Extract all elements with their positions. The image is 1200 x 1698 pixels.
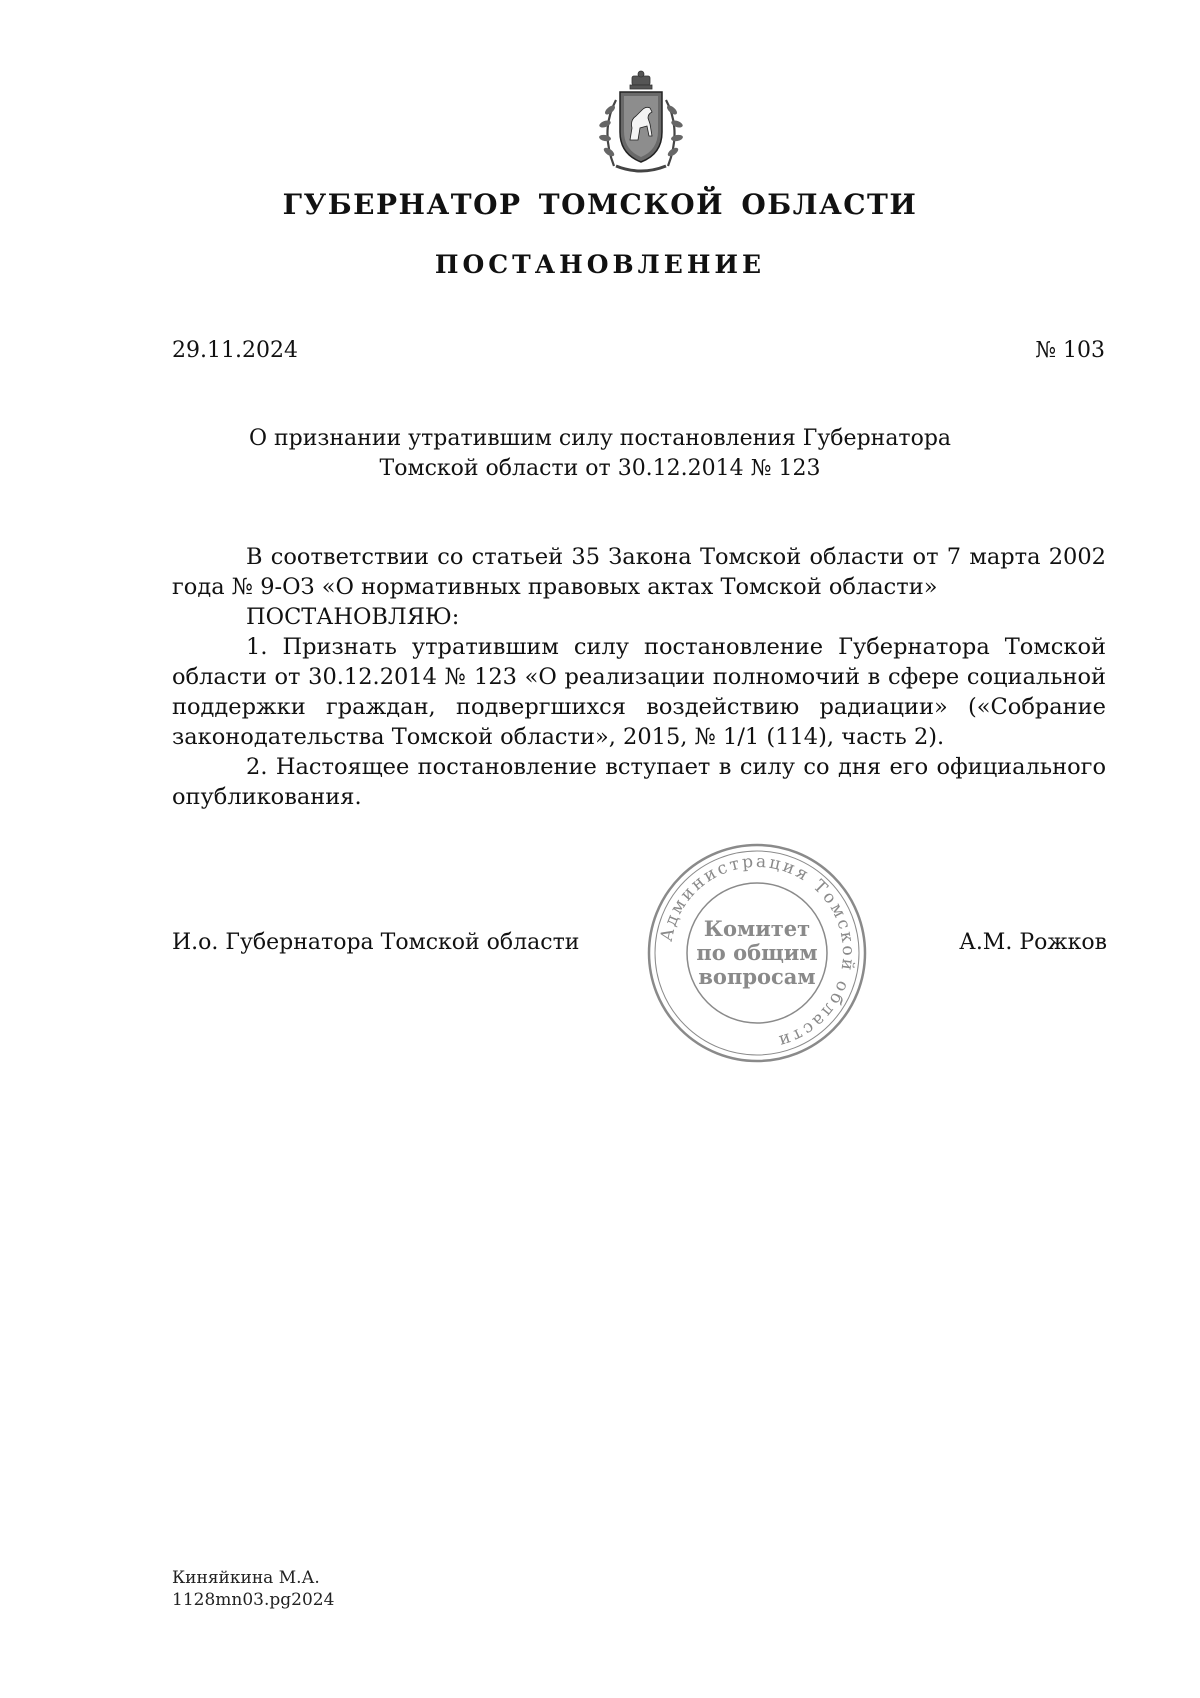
stamp-center-line-3: вопросам — [698, 964, 816, 989]
official-stamp — [642, 838, 872, 1068]
document-number: № 103 — [1035, 338, 1105, 363]
item-2-paragraph: 2. Настоящее постановление вступает в силу со дня его официального опубликования. — [172, 754, 1106, 810]
stamp-ring-text: Администрация Томской области — [656, 851, 859, 1052]
signatory-name: А.М. Рожков — [959, 930, 1107, 955]
item-1-paragraph: 1. Признать утратившим силу постановление Губернатора Томской области от 30.12.2014 № 123 «О реализации полномочий в сфере социальной поддержки граждан, подвергшихся воздействию радиации» («Собрание законодательства Томской области», 2015, № 1/1 (114), часть 2). — [172, 634, 1106, 750]
executor-name: Киняйкина М.А. — [172, 1568, 320, 1588]
document-title-line-2: Томской области от 30.12.2014 № 123 — [379, 456, 821, 481]
executor-file-code: 1128mn03.pg2024 — [172, 1590, 335, 1610]
coat-of-arms-icon — [586, 70, 696, 180]
document-type-heading: ПОСТАНОВЛЕНИЕ — [434, 250, 766, 279]
executor-block — [172, 1567, 334, 1611]
document-title-line-1: О признании утратившим силу постановления Губернатора — [248, 426, 952, 451]
resolve-paragraph: ПОСТАНОВЛЯЮ: — [246, 604, 460, 630]
stamp-center-line-1: Комитет — [703, 916, 811, 941]
preamble-paragraph: В соответствии со статьей 35 Закона Томской области от 7 марта 2002 года № 9-ОЗ «О нормативных правовых актах Томской области» — [172, 544, 1106, 600]
stamp-center-line-2: по общим — [696, 940, 818, 965]
issuing-authority-heading: ГУБЕРНАТОР ТОМСКОЙ ОБЛАСТИ — [282, 188, 918, 221]
document-title — [0, 424, 1200, 484]
document-body — [172, 542, 1106, 812]
signatory-title: И.о. Губернатора Томской области — [172, 930, 580, 955]
document-date: 29.11.2024 — [172, 338, 298, 363]
